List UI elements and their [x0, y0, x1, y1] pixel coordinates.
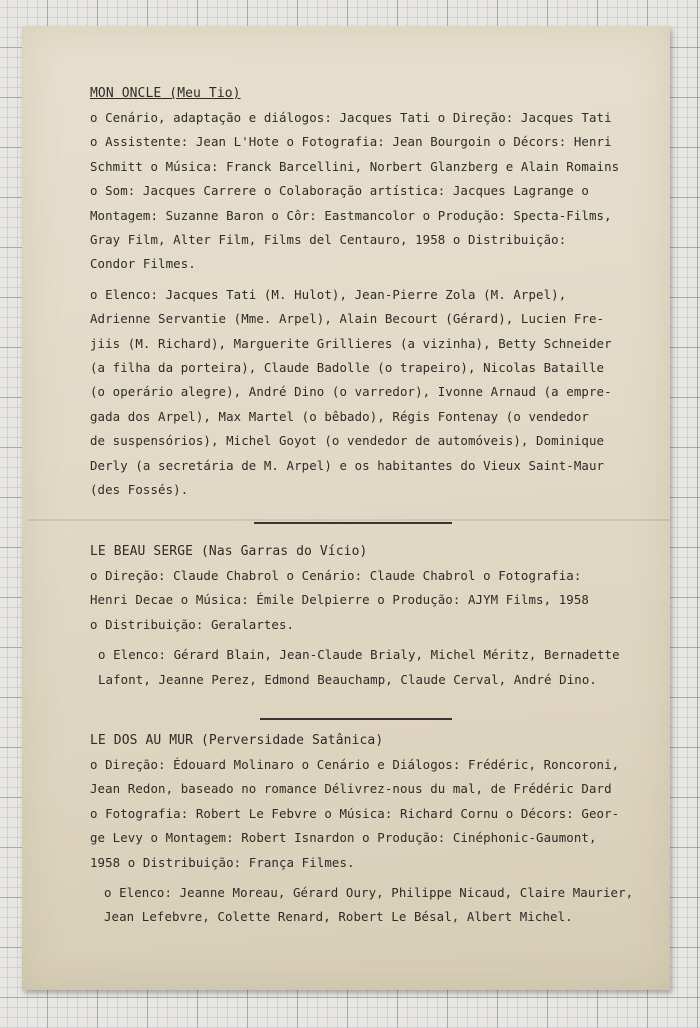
credits-line: ge Levy o Montagem: Robert Isnardon o Produção: Cinéphonic-Gaumont, [90, 830, 597, 846]
film-title: LE DOS AU MUR (Perversidade Satânica) [90, 733, 384, 748]
credits-line: Jean Redon, baseado no romance Délivrez-nous du mal, de Frédéric Dard [90, 781, 612, 797]
cast-line: Lafont, Jeanne Perez, Edmond Beauchamp, Claude Cerval, André Dino. [98, 671, 597, 687]
film-title: MON ONCLE (Meu Tio) [90, 86, 241, 101]
credits-line: Schmitt o Música: Franck Barcellini, Norbert Glanzberg e Alain Romains [90, 158, 620, 174]
film-credits [90, 106, 650, 277]
credits-line: Henri Decae o Música: Émile Delpierre o Produção: AJYM Films, 1958 [90, 592, 589, 608]
section-divider [260, 718, 452, 720]
film-entry-le-beau-serge [90, 540, 650, 692]
credits-line: Condor Filmes. [90, 256, 196, 272]
credits-line: o Distribuição: Geralartes. [90, 616, 295, 632]
section-divider [254, 522, 452, 524]
cast-line: (a filha da porteira), Claude Badolle (o trapeiro), Nicolas Bataille [90, 360, 605, 376]
cast-line: o Elenco: Jacques Tati (M. Hulot), Jean-Pierre Zola (M. Arpel), [90, 286, 567, 302]
credits-line: o Cenário, adaptação e diálogos: Jacques Tati o Direção: Jacques Tati [90, 110, 612, 125]
cast-line: (o operário alegre), André Dino (o varredor), Ivonne Arnaud (a empre- [90, 384, 612, 400]
cast-line: de suspensórios), Michel Goyot (o vendedor de automóveis), Dominique [90, 433, 605, 449]
film-entry-le-dos-au-mur [90, 729, 650, 930]
credits-line: o Som: Jacques Carrere o Colaboração artística: Jacques Lagrange o [90, 183, 589, 199]
cast-line: (des Fossés). [90, 482, 189, 498]
film-entry-mon-oncle [90, 82, 650, 503]
cast-line: o Elenco: Jeanne Moreau, Gérard Oury, Philippe Nicaud, Claire Maurier, [104, 885, 634, 901]
film-cast [90, 283, 650, 503]
cast-line: jiis (M. Richard), Marguerite Grillieres (a vizinha), Betty Schneider [90, 335, 612, 351]
cast-line: Jean Lefebvre, Colette Renard, Robert Le Bésal, Albert Michel. [104, 909, 573, 925]
film-title: LE BEAU SERGE (Nas Garras do Vício) [90, 544, 368, 559]
film-cast [90, 643, 650, 692]
paper-fold-crease [28, 518, 670, 521]
credits-line: Montagem: Suzanne Baron o Côr: Eastmancolor o Produção: Specta-Films, [90, 207, 612, 223]
credits-line: o Direção: Édouard Molinaro o Cenário e Diálogos: Frédéric, Roncoroni, [90, 757, 620, 772]
film-credits [90, 753, 650, 875]
credits-line: Gray Film, Alter Film, Films del Centauro, 1958 o Distribuição: [90, 232, 567, 248]
credits-line: o Direção: Claude Chabrol o Cenário: Claude Chabrol o Fotografia: [90, 568, 582, 583]
credits-line: o Assistente: Jean L'Hote o Fotografia: Jean Bourgoin o Décors: Henri [90, 134, 612, 150]
cast-line: Adrienne Servantie (Mme. Arpel), Alain Becourt (Gérard), Lucien Fre- [90, 311, 605, 327]
typewritten-sheet [22, 26, 670, 990]
cast-line: Derly (a secretária de M. Arpel) e os habitantes do Vieux Saint-Maur [90, 457, 605, 473]
film-cast [90, 881, 650, 930]
cast-line: gada dos Arpel), Max Martel (o bêbado), Régis Fontenay (o vendedor [90, 408, 589, 424]
film-credits [90, 564, 650, 637]
credits-line: o Fotografia: Robert Le Febvre o Música: Richard Cornu o Décors: Geor- [90, 805, 620, 821]
cast-line: o Elenco: Gérard Blain, Jean-Claude Brialy, Michel Méritz, Bernadette [98, 647, 620, 663]
credits-line: 1958 o Distribuição: França Filmes. [90, 854, 355, 870]
